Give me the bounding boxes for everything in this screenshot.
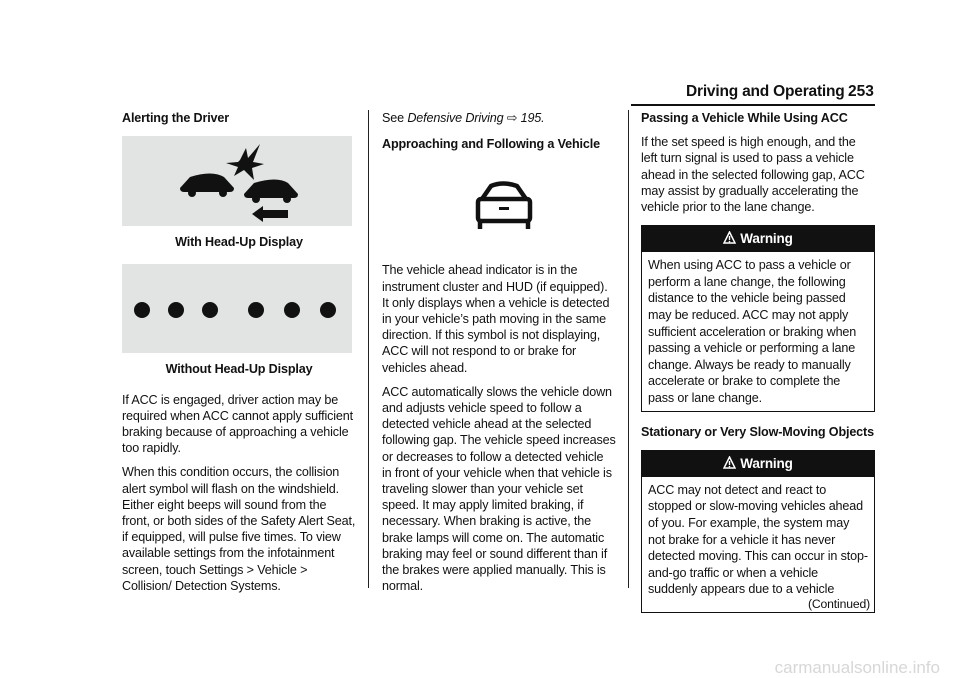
- column-1: [122, 110, 356, 602]
- section-title: Driving and Operating: [686, 83, 845, 100]
- paragraph: ACC automatically slows the vehicle down and adjusts vehicle speed to follow a detected vehicle ahead at the selected following gap. The vehicle speed increases or decreases to follow a detected vehicle in front of your vehicle when that vehicle is traveling slower than your vehicle set speed. It may apply limited braking, if necessary. When braking is active, the brake lamps will come on. The automatic braking may feel or sound different than if the brakes were applied manually. This is normal.: [382, 384, 616, 594]
- warning-box-passing: [641, 225, 875, 411]
- see-page: 195.: [520, 111, 545, 125]
- column-2: [382, 110, 616, 602]
- warning-header: [642, 226, 874, 252]
- paragraph: If the set speed is high enough, and the left turn signal is used to pass a vehicle ahead in the selected following gap, ACC may assist by gradually accelerating the vehicle prior to the lane change.: [641, 135, 865, 215]
- warning-text: When using ACC to pass a vehicle or perform a lane change, the following distance to the vehicle being passed may be reduced. ACC may not apply sufficient acceleration or braking when passing a vehicle or performing a lane change. Always be ready to manually accelerate or brake to complete the pass or lane change.: [648, 258, 857, 405]
- collision-alert-icon: [122, 136, 352, 226]
- warning-box-stationary: [641, 450, 875, 613]
- see-prefix: See: [382, 111, 404, 125]
- warning-triangle-icon: [723, 231, 736, 244]
- warning-text: ACC may not detect and react to stopped or slow-moving vehicles ahead of you. For example, the system may not brake for a vehicle it has never detected moving. This can occur in stop-and-go traffic or when a vehicle suddenly appears due to a vehicle: [648, 482, 868, 597]
- warning-title: Warning: [740, 231, 793, 247]
- figure-hud-collision-alert: [122, 136, 352, 226]
- heading-stationary: Stationary or Very Slow-Moving Objects: [641, 424, 874, 439]
- continued-label: (Continued): [807, 596, 870, 611]
- page-ref-arrow-icon: ⇨: [506, 111, 518, 125]
- page-number: 253: [848, 83, 874, 100]
- heading-alerting-driver: Alerting the Driver: [122, 111, 230, 125]
- paragraph: The vehicle ahead indicator is in the instrument cluster and HUD (if equipped). It only displays when a vehicle is detected in your vehicle’s path moving in the same direction. If this symbol is not displaying, ACC will not respond to or brake for vehicles ahead.: [382, 263, 610, 375]
- warning-header: [642, 451, 874, 477]
- column-divider: [628, 110, 629, 588]
- column-3: [641, 110, 875, 625]
- column-divider: [368, 110, 369, 588]
- figure-no-hud-alert-lights: [122, 264, 352, 353]
- header-rule: [631, 104, 875, 106]
- paragraph: When this condition occurs, the collision alert symbol will flash on the windshield. Either eight beeps will sound from the front, or both sides of the Safety Alert Seat, if equipped, will pulse five times. To view available settings from the infotainment screen, touch Settings > Vehicle > Collision/ Detection Systems.: [122, 465, 356, 593]
- heading-passing: Passing a Vehicle While Using ACC: [641, 111, 848, 125]
- watermark-text: carmanualsonline.info: [774, 658, 940, 677]
- heading-approaching: Approaching and Following a Vehicle: [382, 137, 600, 152]
- figure2-caption: Without Head-Up Display: [165, 362, 313, 377]
- vehicle-ahead-figure: [382, 162, 616, 262]
- watermark: [0, 658, 960, 678]
- vehicle-ahead-icon: [382, 162, 616, 262]
- see-reference: [382, 110, 616, 126]
- defensive-driving-link[interactable]: Defensive Driving: [407, 111, 504, 125]
- warning-triangle-icon: [723, 456, 736, 469]
- alert-lights-icon: [122, 264, 352, 353]
- warning-title: Warning: [740, 455, 793, 471]
- paragraph: If ACC is engaged, driver action may be required when ACC cannot apply sufficient braking because of approaching a vehicle too rapidly.: [122, 392, 353, 456]
- figure1-caption: With Head-Up Display: [175, 235, 303, 250]
